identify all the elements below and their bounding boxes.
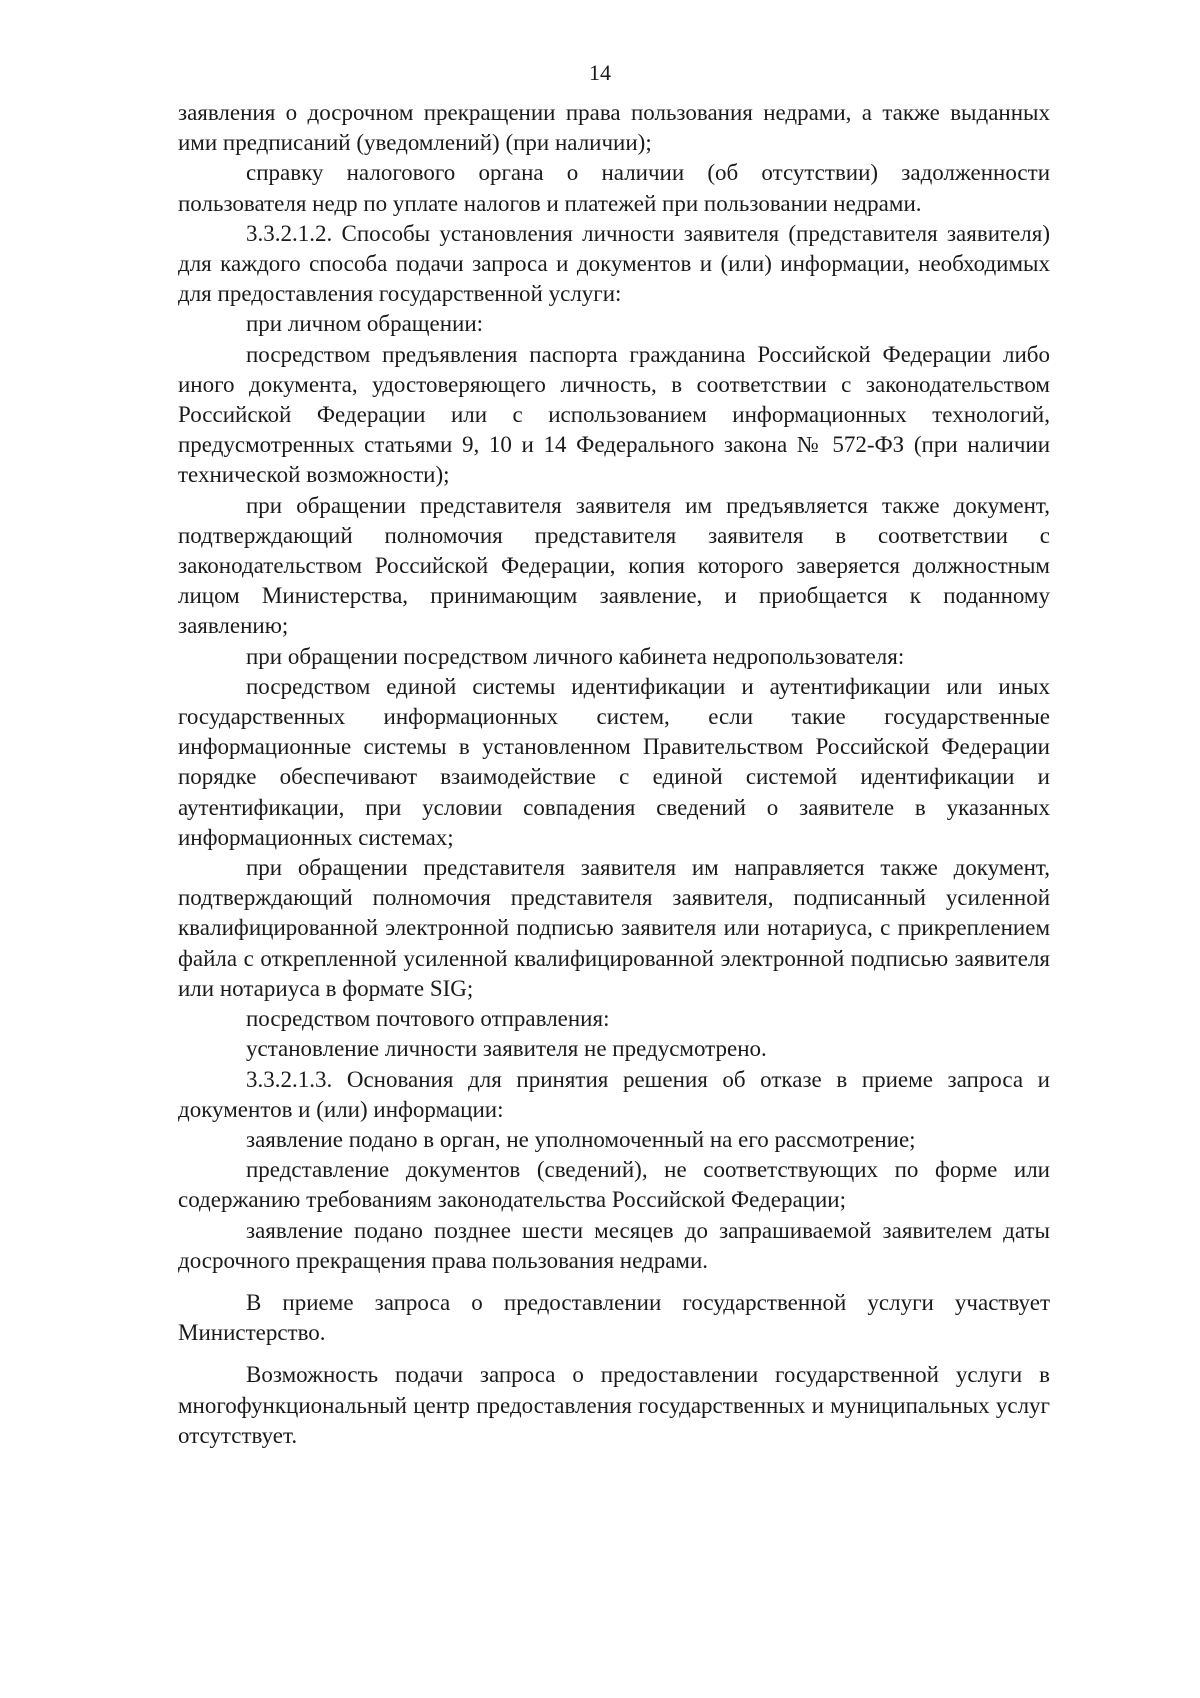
paragraph: В приеме запроса о предоставлении государственной услуги участвует Министерство. (178, 1289, 1050, 1346)
paragraph: при обращении посредством личного кабинета недропользователя: (246, 643, 905, 669)
paragraph: посредством единой системы идентификации и аутентификации или иных государственных информационных систем, если такие государственные информационные системы в установленном Правительством Российской Федерации порядке обеспечивают взаимодействие с единой системой идентификации и аутентификации, при условии совпадения сведений о заявителе в указанных информационных системах; (178, 673, 1050, 850)
document-body (178, 98, 1050, 1451)
paragraph: представление документов (сведений), не соответствующих по форме или содержанию требованиям законодательства Российской Федерации; (178, 1157, 1050, 1213)
paragraph: при обращении представителя заявителя им предъявляется также документ, подтверждающий полномочия представителя заявителя в соответствии с законодательством Российской Федерации, копия которого заверяется должностным лицом Министерства, принимающим заявление, и приобщается к поданному заявлению; (178, 492, 1050, 639)
paragraph: Возможность подачи запроса о предоставлении государственной услуги в многофункциональный центр предоставления государственных и муниципальных услуг отсутствует. (178, 1362, 1050, 1448)
paragraph: посредством почтового отправления: (246, 1006, 610, 1032)
paragraph-continuation: заявления о досрочном прекращении права пользования недрами, а также выданных ими предписаний (уведомлений) (при наличии); (178, 100, 1050, 156)
paragraph: установление личности заявителя не предусмотрено. (246, 1036, 767, 1062)
paragraph: посредством предъявления паспорта гражданина Российской Федерации либо иного документа, удостоверяющего личность, в соответствии с законодательством Российской Федерации или с использованием информационных технологий, предусмотренных статьями 9, 10 и 14 Федерального закона № 572-ФЗ (при наличии технической возможности); (178, 341, 1050, 488)
paragraph: справку налогового органа о наличии (об отсутствии) задолженности пользователя недр по уплате налогов и платежей при пользовании недрами. (178, 160, 1050, 216)
paragraph: заявление подано позднее шести месяцев до запрашиваемой заявителем даты досрочного прекращения права пользования недрами. (178, 1217, 1050, 1273)
paragraph-section-3-3-2-1-3: 3.3.2.1.3. Основания для принятия решения об отказе в приеме запроса и документов и (или) информации: (178, 1066, 1050, 1122)
paragraph: при обращении представителя заявителя им направляется также документ, подтверждающий полномочия представителя заявителя, подписанный усиленной квалифицированной электронной подписью заявителя или нотариуса, с прикреплением файла с открепленной усиленной квалифицированной электронной подписью заявителя или нотариуса в формате SIG; (178, 855, 1050, 1001)
page-number: 14 (589, 60, 611, 85)
paragraph: заявление подано в орган, не уполномоченный на его рассмотрение; (246, 1126, 916, 1152)
paragraph-section-3-3-2-1-2: 3.3.2.1.2. Способы установления личности заявителя (представителя заявителя) для каждого способа подачи запроса и документов и (или) информации, необходимых для предоставления государственной услуги: (178, 220, 1050, 307)
paragraph: при личном обращении: (246, 311, 484, 337)
